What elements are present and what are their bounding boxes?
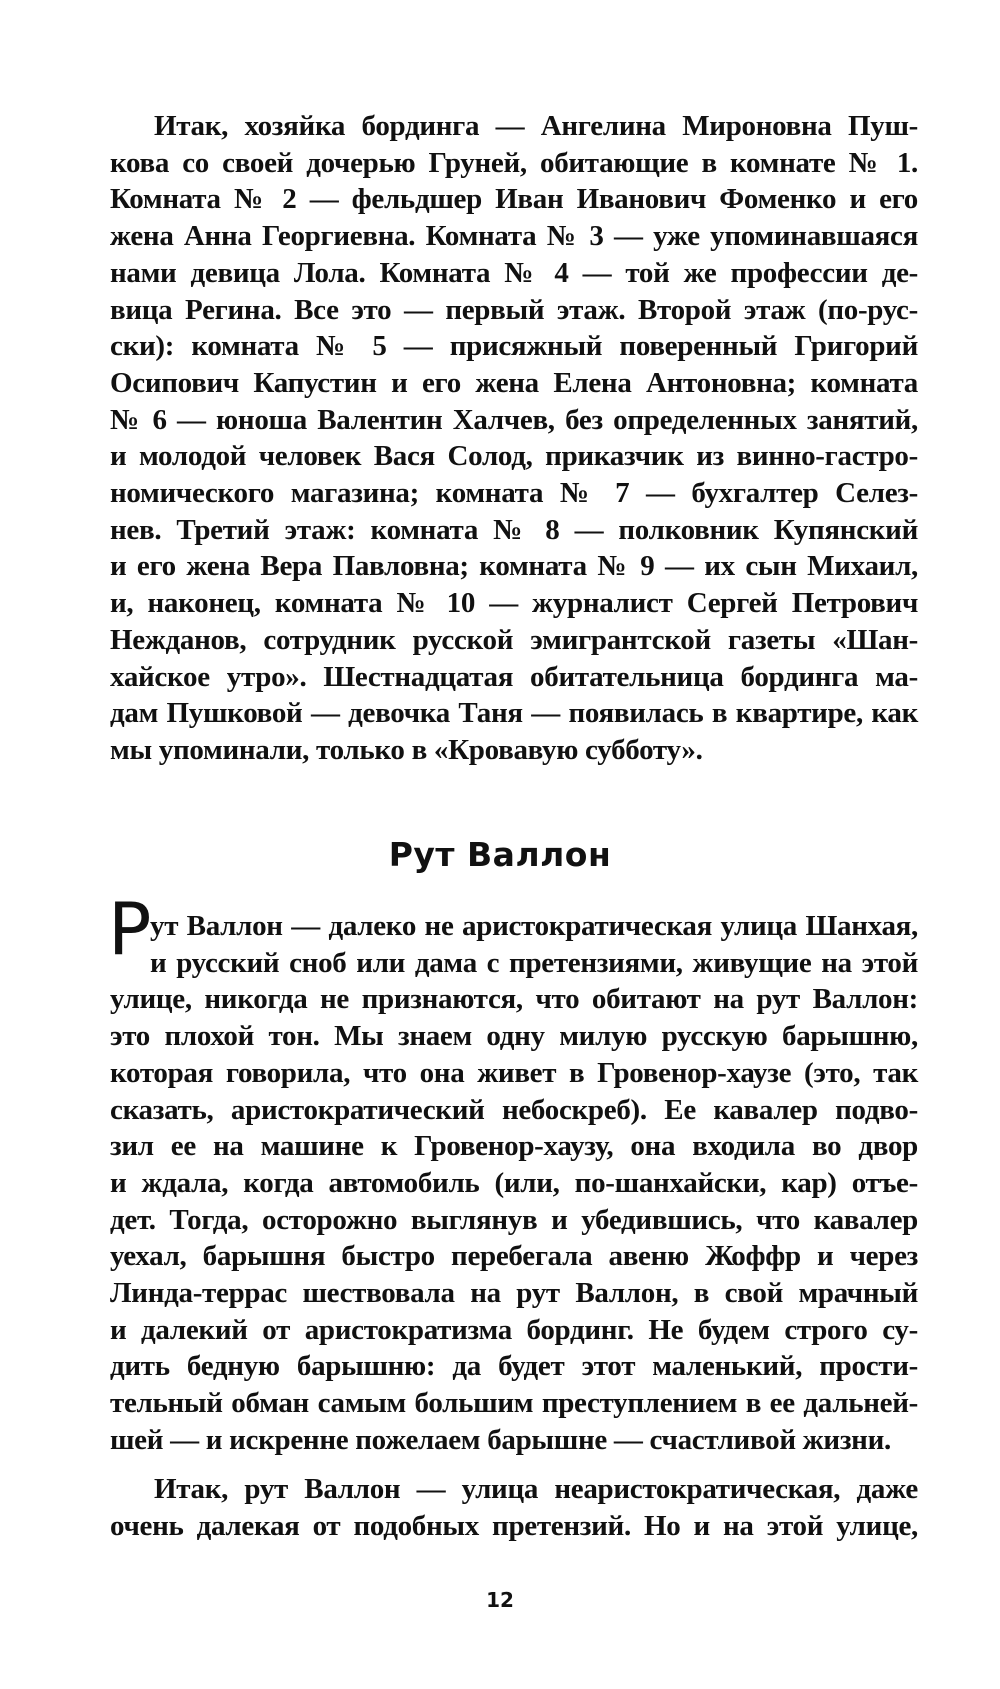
text-line: нев. Третий этаж: комната № 8 — полковник Купянский bbox=[110, 513, 918, 546]
text-line: очень далекая от подобных претензий. Но и на этой улице, bbox=[110, 1509, 918, 1542]
drop-cap: Р bbox=[108, 887, 152, 971]
text-line: дет. Тогда, осторожно выглянув и убедившись, что кавалер bbox=[110, 1203, 918, 1236]
text-line: и русский сноб или дама с претензиями, живущие на этой bbox=[150, 946, 918, 979]
text-line: мы упоминали, только в «Кровавую субботу». bbox=[110, 733, 703, 766]
text-line: Итак, хозяйка бординга — Ангелина Мироновна Пуш- bbox=[154, 110, 918, 142]
text-line: ски): комната № 5 — присяжный поверенный Григорий bbox=[110, 330, 918, 363]
text-line: и далекий от аристократизма бординг. Не будем строго су- bbox=[110, 1313, 918, 1346]
text-line: жена Анна Георгиевна. Комната № 3 — уже упоминавшаяся bbox=[110, 220, 918, 253]
text-line: Итак, рут Валлон — улица неаристократическая, даже bbox=[154, 1473, 918, 1505]
text-line: дить бедную барышню: да будет этот маленький, прости- bbox=[110, 1350, 918, 1383]
text-line: зил ее на машине к Гровенор-хаузу, она входила во двор bbox=[110, 1130, 918, 1163]
text-line: хайское утро». Шестнадцатая обитательница бординга ма- bbox=[110, 660, 918, 693]
text-line: Нежданов, сотрудник русской эмигрантской газеты «Шан- bbox=[110, 623, 918, 656]
text-line: ут Валлон — далеко не аристократическая улица Шанхая, bbox=[150, 910, 918, 942]
text-line: и, наконец, комната № 10 — журналист Сергей Петрович bbox=[110, 587, 918, 620]
text-line: Осипович Капустин и его жена Елена Антоновна; комната bbox=[110, 366, 918, 399]
text-line: тельный обман самым большим преступлением в ее дальней- bbox=[110, 1387, 918, 1420]
text-line: кова со своей дочерью Груней, обитающие в комнате № 1. bbox=[110, 146, 918, 179]
text-line: шей — и искренне пожелаем барышне — счастливой жизни. bbox=[110, 1423, 891, 1456]
text-line: вица Регина. Все это — первый этаж. Второй этаж (по-рус- bbox=[110, 293, 918, 326]
section-heading: Рут Валлон bbox=[388, 835, 612, 874]
paragraph-1 bbox=[110, 108, 918, 769]
text-line: дам Пушковой — девочка Таня — появилась в квартире, как bbox=[110, 697, 918, 730]
text-line: улице, никогда не признаются, что обитают на рут Валлон: bbox=[110, 983, 918, 1016]
text-line: № 6 — юноша Валентин Халчев, без определенных занятий, bbox=[110, 403, 918, 436]
text-line: и ждала, когда автомобиль (или, по-шанхайски, кар) отъе- bbox=[110, 1166, 918, 1199]
text-line: уехал, барышня быстро перебегала авеню Жоффр и через bbox=[110, 1240, 918, 1273]
page-number: 12 bbox=[486, 1588, 514, 1612]
text-line: и его жена Вера Павловна; комната № 9 — их сын Михаил, bbox=[110, 550, 918, 583]
text-line: сказать, аристократический небоскреб). Ее кавалер подво- bbox=[110, 1093, 918, 1126]
text-line: и молодой человек Вася Солод, приказчик из винно-гастро- bbox=[110, 440, 918, 473]
text-line: Линда-террас шествовала на рут Валлон, в свой мрачный bbox=[110, 1277, 918, 1310]
text-line: Комната № 2 — фельдшер Иван Иванович Фоменко и его bbox=[110, 183, 918, 216]
text-line: которая говорила, что она живет в Гровенор-хаузе (это, так bbox=[110, 1056, 918, 1089]
paragraph-3 bbox=[110, 1471, 918, 1544]
paragraph-2 bbox=[110, 908, 918, 1459]
text-line: номического магазина; комната № 7 — бухгалтер Селез- bbox=[110, 477, 918, 510]
text-line: это плохой тон. Мы знаем одну милую русскую барышню, bbox=[110, 1020, 918, 1053]
text-line: нами девица Лола. Комната № 4 — той же профессии де- bbox=[110, 256, 918, 289]
